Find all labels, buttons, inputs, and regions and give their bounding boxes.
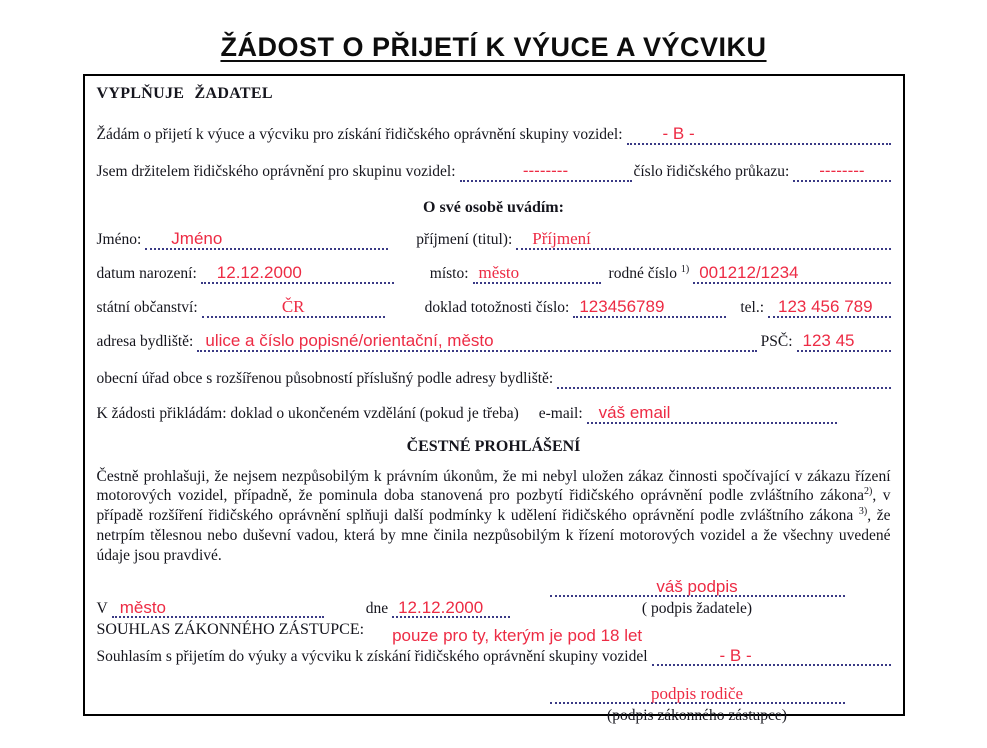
surname-label: příjmení (titul): — [416, 231, 513, 249]
address-field[interactable] — [197, 326, 756, 352]
place-field[interactable] — [112, 592, 324, 618]
existing-licence-label: Jsem držitelem řidičského oprávnění pro skupinu vozidel: — [96, 163, 456, 181]
email-field[interactable] — [587, 398, 837, 424]
birth-place-value: město — [478, 263, 520, 283]
personal-header: O své osobě uvádím: — [423, 199, 564, 216]
guardian-header-row — [96, 620, 891, 645]
municipal-office-label: obecní úřad obce s rozšířenou působností příslušný podle adresy bydliště: — [96, 370, 554, 387]
email-value: váš email — [598, 402, 671, 422]
birth-date-label: datum narození: — [96, 265, 197, 283]
licence-number-field[interactable] — [793, 156, 890, 182]
existing-licence-value: -------- — [522, 161, 569, 181]
personal-id-field[interactable] — [693, 258, 890, 284]
guardian-signature-caption: (podpis zákonného zástupce) — [607, 707, 787, 725]
guardian-consent-value: - B - — [719, 645, 752, 665]
vehicle-group-label: Žádám o přijetí k výuce a výcviku pro získání řidičského oprávnění skupiny vozidel: — [96, 126, 623, 144]
place-date-signature-row — [97, 573, 891, 618]
vehicle-group-value: - B - — [662, 124, 695, 144]
address-value: ulice a číslo popisné/orientační, město — [205, 331, 494, 351]
birth-date-value: 12.12.2000 — [216, 263, 302, 283]
guardian-signature-value: podpis rodiče — [650, 683, 744, 703]
applicant-section-header: VYPLŇUJE ŽADATEL — [96, 85, 273, 102]
date-label: dne — [365, 599, 389, 617]
attachments-row — [97, 398, 891, 424]
guardian-signature-field[interactable] — [550, 680, 845, 704]
footnote-2-marker: 2) — [864, 486, 873, 498]
personal-id-value: 001212/1234 — [699, 263, 799, 283]
licence-number-label: číslo řidičského průkazu: — [633, 163, 790, 181]
postal-code-field[interactable] — [797, 326, 891, 352]
licence-number-value: -------- — [819, 161, 865, 181]
guardian-header: SOUHLAS ZÁKONNÉHO ZÁSTUPCE: — [96, 621, 365, 639]
place-label: V — [96, 599, 108, 617]
municipal-office-field[interactable] — [557, 371, 890, 389]
page-title: ŽÁDOST O PŘIJETÍ K VÝUCE A VÝCVIKU — [220, 32, 767, 62]
birth-date-field[interactable] — [201, 258, 394, 284]
date-value: 12.12.2000 — [398, 597, 484, 617]
guardian-signature-row — [97, 680, 891, 725]
postal-code-value: 123 45 — [802, 331, 855, 351]
applicant-signature-field[interactable] — [550, 573, 845, 597]
guardian-signature-block — [550, 680, 845, 725]
guardian-consent-label: Souhlasím s přijetím do výuky a výcviku k získání řidičského oprávnění skupiny vozidel — [96, 647, 648, 665]
place-value: město — [119, 597, 166, 617]
id-document-field[interactable] — [573, 292, 726, 318]
citizenship-row — [97, 292, 891, 318]
id-document-label: doklad totožnosti číslo: — [424, 299, 570, 317]
citizenship-field[interactable] — [202, 292, 385, 318]
personal-id-label: rodné číslo $^{1)}$ — [608, 264, 690, 283]
declaration-paragraph: Čestně prohlašuji, že nejsem nezpůsobilým k právním úkonům, že mi nebyl uložen zákaz činnosti spočívající v zákazu řízení motorových vozidel, případně, že pominula doba stanovená pro pozbytí řidičského oprávnění podle zvláštního zákona$^{2)}$, v případě rozšíření řidičského oprávnění splňuji další podmínky k udělení řidičského oprávnění podle zvláštního zákona $^{3)}$, že netrpím tělesnou nebo duševní vadou, která by mne činila nezpůsobilým k řízení motorových vozidel a že všechny uvedené údaje jsou pravdivé. — [96, 467, 891, 564]
surname-field[interactable] — [516, 224, 890, 250]
postal-code-label: PSČ: — [760, 333, 793, 351]
phone-label: tel.: — [740, 299, 765, 317]
vehicle-group-field[interactable] — [627, 119, 891, 145]
birth-place-field[interactable] — [473, 258, 601, 284]
address-row — [97, 326, 891, 352]
vehicle-group-row — [97, 119, 891, 145]
address-label: adresa bydliště: — [96, 333, 194, 351]
date-field[interactable] — [392, 592, 510, 618]
first-name-value: Jméno — [171, 229, 223, 249]
id-document-value: 123456789 — [579, 297, 665, 317]
citizenship-label: státní občanství: — [96, 299, 198, 317]
attachments-label: K žádosti přikládám: doklad o ukončeném vzdělání (pokud je třeba) — [96, 405, 519, 422]
existing-licence-field[interactable] — [460, 156, 632, 182]
email-label: e-mail: — [538, 405, 583, 422]
birth-place-label: místo: — [429, 265, 469, 283]
municipal-office-row — [97, 370, 891, 389]
footnote-3-marker: 3) — [858, 506, 868, 518]
phone-field[interactable] — [768, 292, 890, 318]
declaration-header: ČESTNÉ PROHLÁŠENÍ — [406, 437, 581, 455]
name-row — [97, 224, 891, 250]
guardian-note: pouze pro ty, kterým je pod 18 let — [392, 625, 643, 645]
first-name-label: Jméno: — [96, 231, 142, 249]
applicant-signature-value: váš podpis — [656, 576, 738, 596]
existing-licence-row — [97, 156, 891, 182]
birth-row — [97, 258, 891, 284]
surname-value: Příjmení — [532, 229, 591, 249]
citizenship-value: ČR — [281, 297, 305, 317]
phone-value: 123 456 789 — [778, 297, 873, 317]
first-name-field[interactable] — [145, 224, 388, 250]
applicant-signature-block — [550, 573, 845, 618]
guardian-consent-field[interactable] — [652, 640, 891, 666]
form-sheet — [83, 74, 905, 725]
applicant-signature-caption: ( podpis žadatele) — [641, 600, 753, 618]
